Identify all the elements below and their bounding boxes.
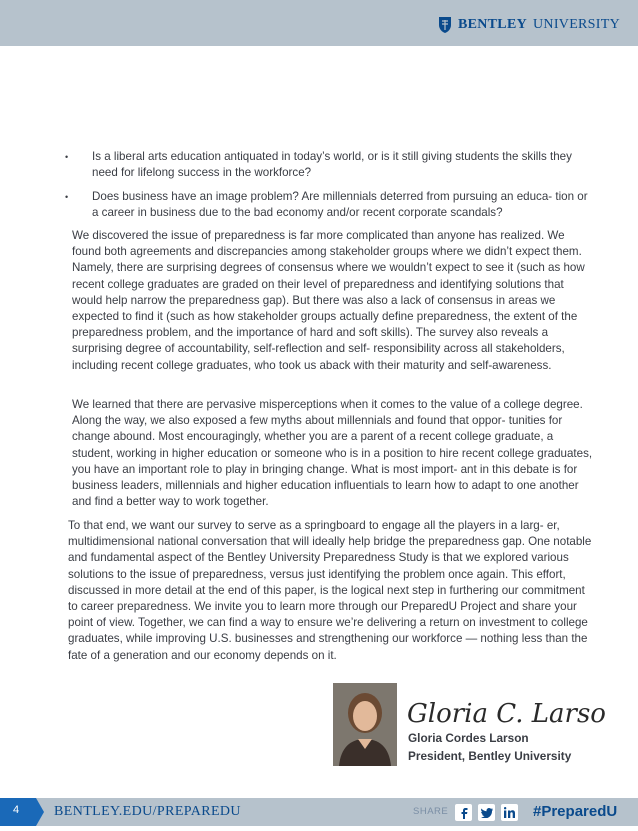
page-number: 4 [13,804,20,816]
brand-regular: UNIVERSITY [533,17,620,32]
bullet-text: Is a liberal arts education antiquated in today’s world, or is it still giving students the skills they need for lifelong success in the workforce? [92,150,572,180]
footer-url-link[interactable]: BENTLEY.EDU/PREPAREDU [54,804,241,819]
body-paragraph: We discovered the issue of preparedness is far more complicated than anyone has realized. We found both agreements and discrepancies among stakeholder groups where we didn’t expect them. Namely, there are surprising degrees of consensus where we wouldn’t expect to see it (such as how recent college graduates are graded on their level of preparedness and identifying solutions that would help narrow the preparedness gap). But there was also a lack of consensus in areas we expected to find it (such as how stakeholder groups actually define preparedness, the extent of the preparedness problem, and the importance of hard and soft skills). The survey also reveals a surprising degree of accountability, self-reflection and self- responsibility across all stakeholders, including recent college graduates, who took us aback with their maturity and self-awareness. [72,229,585,372]
signer-name: Gloria Cordes Larson [408,731,529,745]
body-paragraph: To that end, we want our survey to serve as a springboard to engage all the players in a larg- er, multidimensional national conversation that will ideally help bridge the preparedness gap. One notable and fundamental aspect of the Bentley University Preparedness Study is that we explored various solutions to the issue of preparedness, versus just identifying the problem once again. This effort, discussed in more detail at the end of this paper, is the logical next step in furthering our commitment to career preparedness. We invite you to learn more through our PreparedU Project and share your point of view. Together, we can find a way to ensure we’re delivering a return on investment to college graduates, while improving U.S. businesses and strengthening our workforce — nothing less than the fate of a generation and our economy depends on it. [68,519,592,662]
bullet-text: Does business have an image problem? Are millennials deterred from pursuing an educa- tion or a career in business due to the bad economy and/or recent corporate scandals? [92,190,588,220]
page-number-tab [0,798,44,826]
bullet-dot: • [65,192,69,202]
page-footer [0,798,638,826]
twitter-icon[interactable] [478,804,495,821]
linkedin-icon[interactable] [501,804,518,821]
signature-image [405,689,605,733]
facebook-icon[interactable] [455,804,472,821]
signature-script: Gloria C. Larson [407,699,605,729]
hashtag-link[interactable]: #PreparedU [533,803,618,820]
portrait-photo [333,683,397,766]
bullet-dot: • [65,152,69,162]
signer-title: President, Bentley University [408,749,572,763]
body-paragraph: We learned that there are pervasive misperceptions when it comes to the value of a college degree. Along the way, we also exposed a few myths about millennials and found that oppor- tunities for change abound. Most encouragingly, whether you are a parent of a recent college graduate, a student, working in higher education or someone who is in a position to hire recent college graduates, you have an important role to play in bringing change. What is most import- ant in this debate is for business leaders, millennials and higher education influentials to learn how to adapt to one another and find a better way to work together. [72,398,593,509]
brand-bold: BENTLEY [457,17,527,32]
share-label: SHARE [413,806,449,817]
